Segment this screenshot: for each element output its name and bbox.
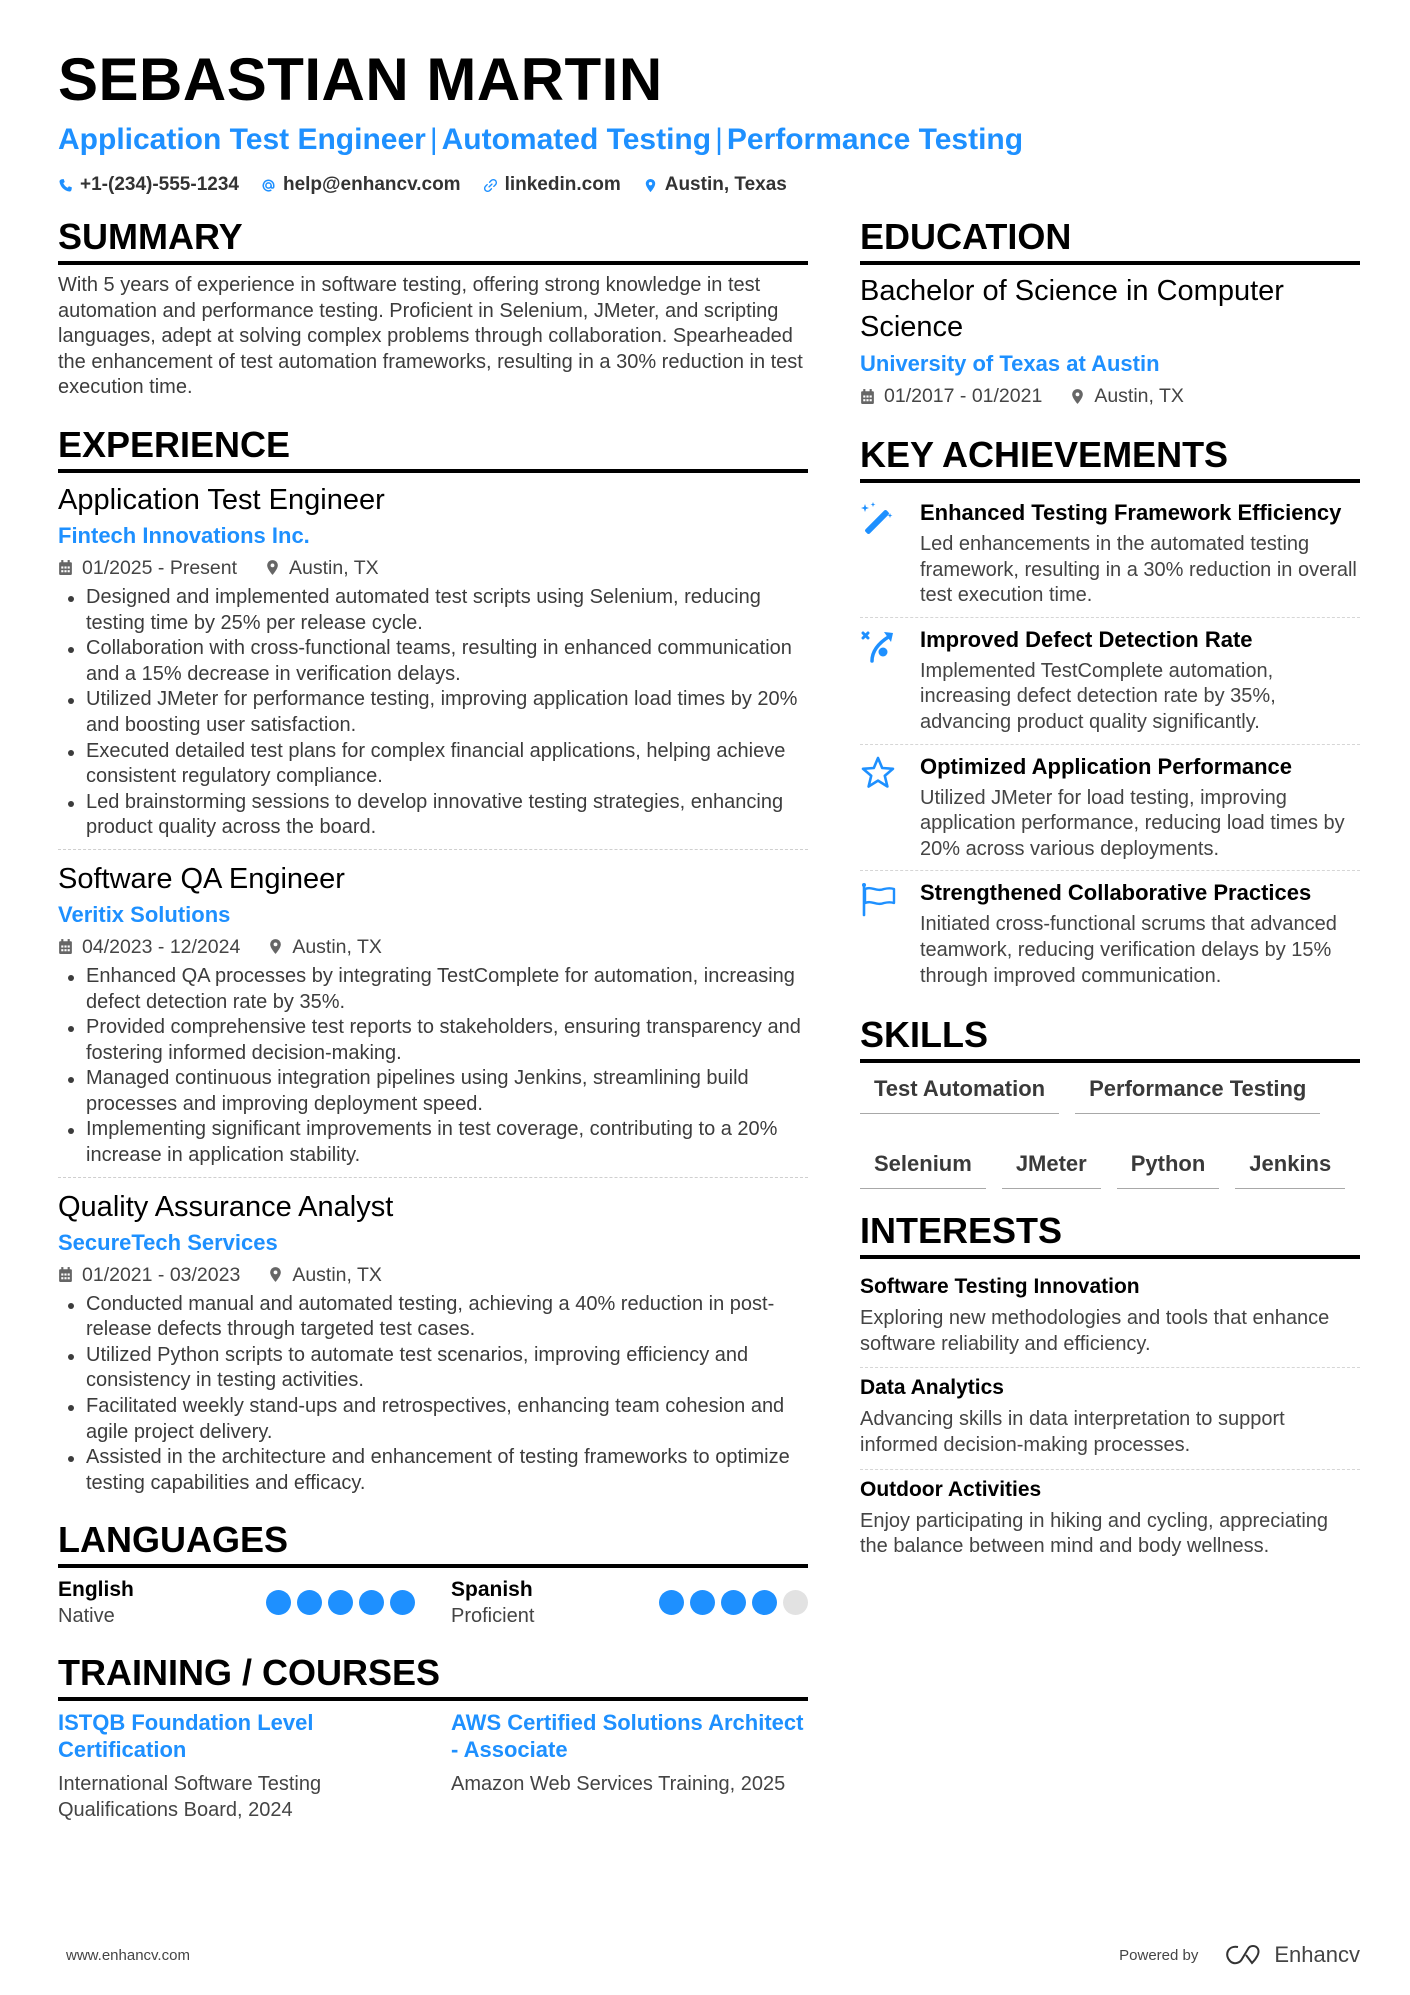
course-item [58,1709,415,1823]
bullet-item: Enhanced QA processes by integrating TestComplete for automation, increasing defect detection rate by 35%. [58,964,808,1015]
degree: Bachelor of Science in Computer Science [860,275,1284,343]
summary-section [58,215,808,401]
headline-separator: | [715,123,723,156]
rating-dot-filled [659,1590,684,1615]
location-text: Austin, TX [289,556,379,579]
left-column [58,215,808,1845]
bullet-item: Designed and implemented automated test scripts using Selenium, reducing testing time by 25% per release cycle. [58,585,808,636]
link-icon [483,178,498,193]
brand-name: Enhancv [1274,1942,1360,1967]
job-company: Fintech Innovations Inc. [58,522,310,548]
job-dates [58,1260,240,1290]
rating-dot-filled [721,1590,746,1615]
skill-tag: Performance Testing [1075,1071,1320,1114]
interest-item [860,1470,1360,1570]
interest-title: Outdoor Activities [860,1477,1042,1501]
bullet-item: Utilized JMeter for performance testing, improving application load times by 20% and boosting user satisfaction. [58,687,808,738]
job-entry [58,1188,808,1505]
job-entry [58,481,808,850]
section-title: EDUCATION [860,215,1360,265]
map-pin-icon [643,178,658,193]
skill-tag: Python [1117,1146,1220,1189]
achievement-icon [860,499,902,609]
calendar-icon [58,1266,73,1283]
job-bullets [58,1292,808,1497]
education-dates [860,381,1042,411]
interest-title: Data Analytics [860,1376,1004,1400]
powered-by [1119,1942,1360,1968]
rating-dot-filled [390,1590,415,1615]
language-rating [266,1590,415,1615]
calendar-icon [860,388,875,405]
bullet-item: Implementing significant improvements in test coverage, contributing to a 20% increase in application stability. [58,1117,808,1168]
language-rating [659,1590,808,1615]
headline-separator: | [429,123,438,156]
achievement-title: Optimized Application Performance [920,753,1293,779]
achievement-title: Improved Defect Detection Rate [920,626,1253,652]
enhancv-logo-icon [1222,1943,1266,1967]
school: University of Texas at Austin [860,351,1160,376]
skill-tag: JMeter [1002,1146,1101,1189]
achievement-desc: Led enhancements in the automated testing framework, resulting in a 30% reduction in overall test execution time. [920,533,1357,607]
map-pin-icon [268,1266,283,1283]
headline-part: Performance Testing [726,123,1024,156]
magic-wand-icon [860,501,896,537]
achievement-desc: Implemented TestComplete automation, increasing defect detection rate by 35%, advancing product quality significantly. [920,659,1276,733]
course-title: AWS Certified Solutions Architect - Associate [451,1710,804,1763]
job-meta [58,932,808,962]
job-bullets [58,964,808,1169]
star-icon [860,755,896,791]
headline-part: Application Test Engineer [58,123,426,156]
job-meta [58,1260,808,1290]
achievement-item [860,871,1360,997]
language-list [58,1576,808,1629]
bullet-item: Assisted in the architecture and enhancement of testing frameworks to optimize testing capabilities and efficacy. [58,1445,808,1496]
training-section [58,1651,808,1823]
language-level: Native [58,1605,115,1628]
right-column [860,215,1360,1592]
achievement-item [860,745,1360,872]
job-title: Application Test Engineer [58,483,385,516]
dates-text: 01/2017 - 01/2021 [884,385,1043,407]
interest-desc: Exploring new methodologies and tools that enhance software reliability and efficiency. [860,1307,1330,1355]
website-link[interactable]: www.enhancv.com [66,1946,190,1964]
headline [58,120,1358,160]
course-list [58,1709,808,1823]
location-text: Austin, TX [292,1263,382,1286]
bullet-item: Provided comprehensive test reports to stakeholders, ensuring transparency and fostering informed decision-making. [58,1015,808,1066]
location-text: Austin, Texas [664,174,787,195]
contact-email[interactable] [261,174,461,196]
bullet-item: Utilized Python scripts to automate test scenarios, improving efficiency and consistency in testing activities. [58,1343,808,1394]
experience-section [58,423,808,1504]
course-desc: Amazon Web Services Training, 2025 [451,1773,786,1796]
achievement-item [860,491,1360,618]
section-title: KEY ACHIEVEMENTS [860,433,1360,483]
job-entry [58,860,808,1178]
achievement-icon [860,753,902,863]
powered-by-label: Powered by [1119,1946,1199,1964]
bullet-item: Executed detailed test plans for complex financial applications, helping achieve consistent regulatory compliance. [58,739,808,790]
bullet-item: Collaboration with cross-functional teams, resulting in enhanced communication and a 15% decrease in verification delays. [58,636,808,687]
dates-text: 04/2023 - 12/2024 [82,935,241,958]
bullet-item: Conducted manual and automated testing, achieving a 40% reduction in post-release defects through targeted test cases. [58,1292,808,1343]
achievement-desc: Utilized JMeter for load testing, improving application performance, reducing load times by 20% across various deployments. [920,786,1345,860]
dates-text: 01/2025 - Present [82,556,238,579]
language-item [58,1576,415,1629]
rating-dot-filled [359,1590,384,1615]
rating-dot-filled [752,1590,777,1615]
achievement-desc: Initiated cross-functional scrums that advanced teamwork, reducing verification delays by 15% through improved communication. [920,913,1337,987]
achievement-icon [860,626,902,736]
skill-tag: Test Automation [860,1071,1059,1114]
achievements-section [860,433,1360,997]
map-pin-icon [1070,388,1085,405]
skill-tag: Selenium [860,1146,986,1189]
interest-item [860,1267,1360,1368]
page-footer [66,1942,1360,1968]
languages-section [58,1518,808,1629]
flag-icon [860,881,896,917]
contact-phone[interactable] [58,174,239,196]
contact-location [643,174,787,196]
language-item [451,1576,808,1629]
rating-dot-filled [690,1590,715,1615]
map-pin-icon [268,938,283,955]
headline-part: Automated Testing [441,123,712,156]
rating-dot-filled [297,1590,322,1615]
section-title: LANGUAGES [58,1518,808,1568]
job-location [268,1260,382,1290]
bullet-item: Led brainstorming sessions to develop innovative testing strategies, enhancing product quality across the board. [58,790,808,841]
email-text: help@enhancv.com [282,174,461,195]
job-meta [58,553,808,583]
section-title: INTERESTS [860,1209,1360,1259]
contact-linkedin[interactable] [483,174,621,196]
course-desc: International Software Testing Qualifications Board, 2024 [58,1773,322,1822]
job-location [268,932,382,962]
skill-tag: Jenkins [1235,1146,1345,1189]
candidate-name: SEBASTIAN MARTIN [58,46,663,113]
job-company: Veritix Solutions [58,901,231,927]
bullet-item: Managed continuous integration pipelines using Jenkins, streamlining build processes and improving deployment speed. [58,1066,808,1117]
bullet-item: Facilitated weekly stand-ups and retrospectives, enhancing team cohesion and agile project delivery. [58,1394,808,1445]
achievement-item [860,618,1360,745]
interest-title: Software Testing Innovation [860,1275,1140,1299]
education-location [1070,381,1184,411]
job-location [265,553,379,583]
section-title: SUMMARY [58,215,808,265]
language-name: Spanish [451,1578,533,1602]
rating-dot-empty [783,1590,808,1615]
rating-dot-filled [266,1590,291,1615]
map-pin-icon [265,559,280,576]
calendar-icon [58,938,73,955]
job-company: SecureTech Services [58,1229,278,1255]
enhancv-logo[interactable] [1222,1942,1360,1968]
section-title: SKILLS [860,1013,1360,1063]
job-dates [58,553,237,583]
phone-icon [58,178,73,193]
at-sign-icon [261,178,276,193]
education-section [860,215,1360,411]
job-dates [58,932,240,962]
course-item [451,1709,808,1823]
interest-item [860,1368,1360,1469]
phone-text: +1-(234)-555-1234 [80,174,239,195]
achievement-title: Enhanced Testing Framework Efficiency [920,500,1342,525]
language-name: English [58,1578,134,1602]
skill-list [860,1071,1360,1209]
interests-section [860,1209,1360,1570]
language-level: Proficient [451,1605,535,1628]
location-text: Austin, TX [1094,385,1184,407]
strategy-route-icon [860,628,896,664]
calendar-icon [58,559,73,576]
job-bullets [58,585,808,841]
section-title: EXPERIENCE [58,423,808,473]
location-text: Austin, TX [292,935,382,958]
dates-text: 01/2021 - 03/2023 [82,1263,241,1286]
skills-section [860,1013,1360,1209]
interest-desc: Advancing skills in data interpretation to support informed decision-making processes. [860,1408,1285,1456]
achievement-icon [860,879,902,989]
job-title: Software QA Engineer [58,862,345,895]
contact-bar [58,174,1358,196]
summary-text: With 5 years of experience in software testing, offering strong knowledge in test automation and performance testing. Proficient in Selenium, JMeter, and scripting languages, adept at solving complex problems through collaboration. Spearheaded the enhancement of test automation frameworks, resulting in a 30% reduction in test execution time. [58,274,803,399]
achievement-title: Strengthened Collaborative Practices [920,880,1312,906]
section-title: TRAINING / COURSES [58,1651,808,1701]
resume-header [58,44,1358,196]
linkedin-text: linkedin.com [504,174,621,195]
rating-dot-filled [328,1590,353,1615]
job-title: Quality Assurance Analyst [58,1190,394,1223]
course-title: ISTQB Foundation Level Certification [58,1710,314,1763]
education-meta [860,381,1360,411]
interest-desc: Enjoy participating in hiking and cycling, appreciating the balance between mind and body wellness. [860,1509,1329,1558]
